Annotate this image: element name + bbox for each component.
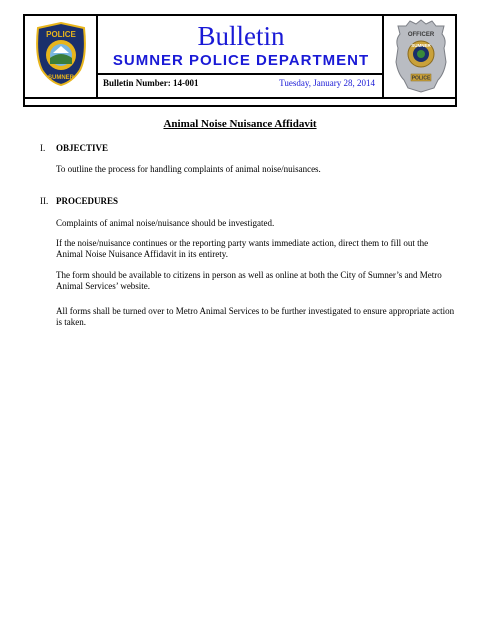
section-paragraph: To outline the process for handling complaints of animal noise/nuisances. [56,164,321,174]
section-paragraph: The form should be available to citizens in person as well as online at both the City of Sumner’s and Metro Animal Services’ website. [56,270,442,291]
badge-text-top: OFFICER [407,32,435,38]
section-heading: PROCEDURES [56,196,119,206]
header-divider [98,73,384,75]
section-number: II. [40,196,49,206]
badge-text-bottom: POLICE [411,75,431,82]
patch-text-bottom: SUMNER [47,75,75,81]
section-paragraph: If the noise/nuisance continues or the reporting party wants immediate action, direct them to fill out the Animal Noise Nuisance Affidavit in its entirety. [56,238,429,259]
section-paragraph: All forms shall be turned over to Metro Animal Services to be further investigated to ensure appropriate action is taken. [56,306,455,327]
patch-text-top: POLICE [46,30,76,39]
bulletin-header [23,14,457,107]
police-badge-icon [394,18,448,94]
section-number: I. [40,143,46,153]
section-heading: OBJECTIVE [56,143,109,153]
police-patch-icon [34,22,88,86]
department-name: SUMNER POLICE DEPARTMENT [112,52,370,69]
bulletin-number: Bulletin Number: 14-001 [103,78,199,88]
bulletin-title: Bulletin [197,21,285,51]
section-paragraph: Complaints of animal noise/nuisance should be investigated. [56,218,275,228]
badge-text-middle: SUMNER [411,43,431,48]
patch-cell [25,16,98,99]
header-bottom-rule [25,97,455,99]
badge-cell [382,16,455,99]
document-title: Animal Noise Nuisance Affidavit [163,118,317,130]
bulletin-date: Tuesday, January 28, 2014 [279,78,375,88]
